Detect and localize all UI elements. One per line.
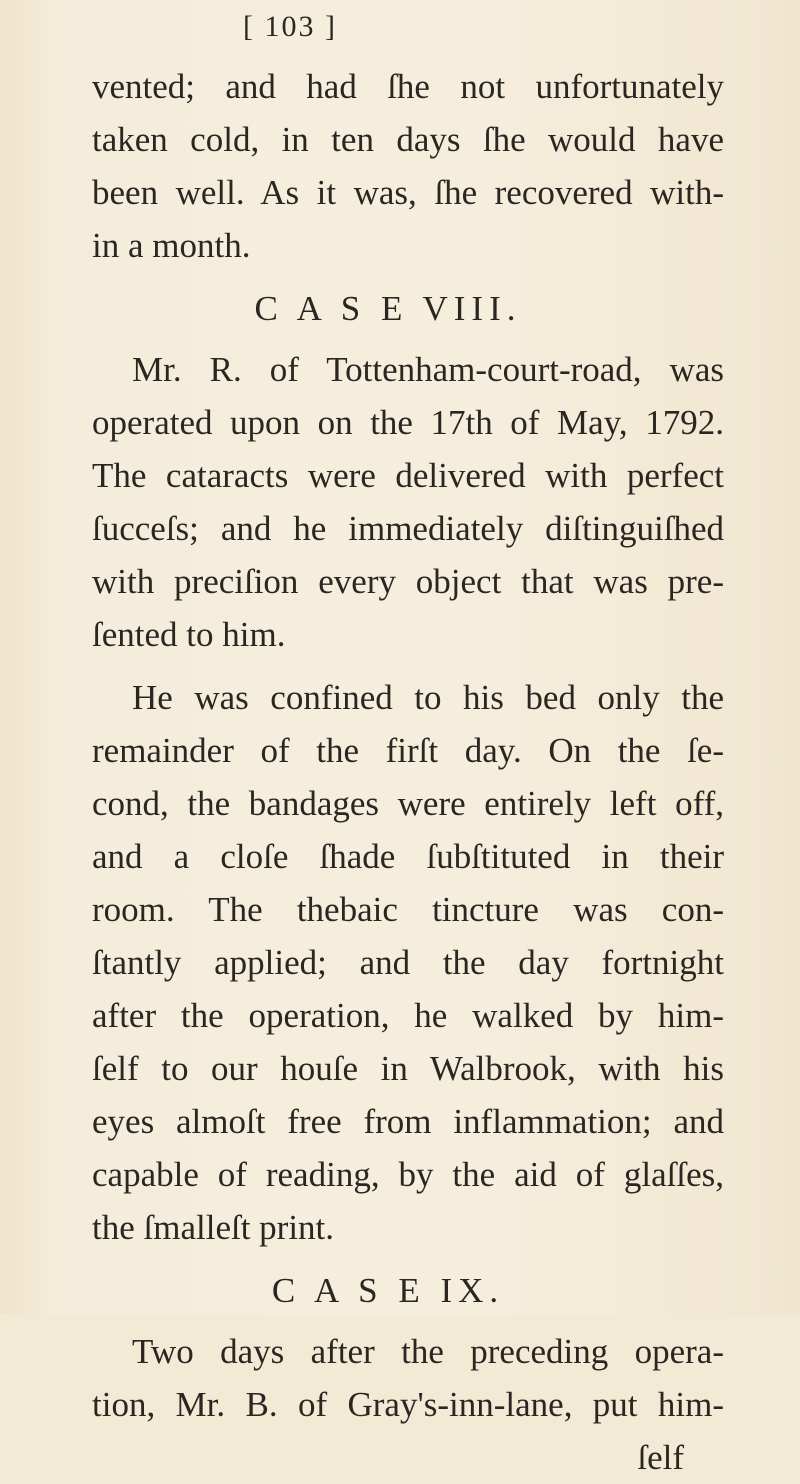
text-line: remainder of the firſt day. On the ſe-: [92, 731, 724, 770]
text-line: ſelf to our houſe in Walbrook, with his: [92, 1049, 724, 1088]
text-line: Mr. R. of Tottenham-court-road, was: [132, 350, 724, 389]
case-heading-ix: C A S E IX.: [271, 1271, 505, 1310]
text-line: The cataracts were delivered with perfect: [92, 456, 724, 495]
text-line: ſtantly applied; and the day fortnight: [92, 943, 724, 982]
text-line: eyes almoſt free from inflammation; and: [92, 1102, 724, 1141]
paragraph-gap: [92, 661, 724, 671]
case-viii-paragraph-2: [92, 671, 724, 1254]
text-line: the ſmalleſt print.: [92, 1208, 335, 1247]
text-line: ſented to him.: [92, 615, 286, 654]
text-line: with preciſion every object that was pre-: [92, 562, 724, 601]
page-body: [92, 60, 724, 1484]
text-line: room. The thebaic tincture was con-: [92, 890, 724, 929]
text-line: and a cloſe ſhade ſubſtituted in their: [92, 837, 724, 876]
text-line: vented; and had ſhe not unfortunately: [92, 67, 724, 106]
page-number-header: [ 103 ]: [243, 10, 337, 43]
catchword: ſelf: [637, 1438, 684, 1477]
text-line: taken cold, in ten days ſhe would have: [92, 120, 724, 159]
case-ix-paragraph-1: [92, 1325, 724, 1431]
text-line: ſucceſs; and he immediately diſtinguiſhed: [92, 509, 724, 548]
text-line: He was confined to his bed only the: [132, 678, 724, 717]
text-line: Two days after the preceding opera-: [132, 1332, 724, 1371]
case-heading-viii: C A S E VIII.: [254, 289, 522, 328]
text-line: tion, Mr. B. of Gray's-inn-lane, put him-: [92, 1385, 724, 1424]
text-line: cond, the bandages were entirely left off,: [92, 784, 724, 823]
text-line: after the operation, he walked by him-: [92, 996, 724, 1035]
text-line: been well. As it was, ſhe recovered with-: [92, 173, 724, 212]
paragraph-continued: [92, 60, 724, 272]
text-line: operated upon on the 17th of May, 1792.: [92, 403, 724, 442]
text-line: capable of reading, by the aid of glaſſes,: [92, 1155, 724, 1194]
text-line: in a month.: [92, 226, 251, 265]
case-viii-paragraph-1: [92, 343, 724, 661]
